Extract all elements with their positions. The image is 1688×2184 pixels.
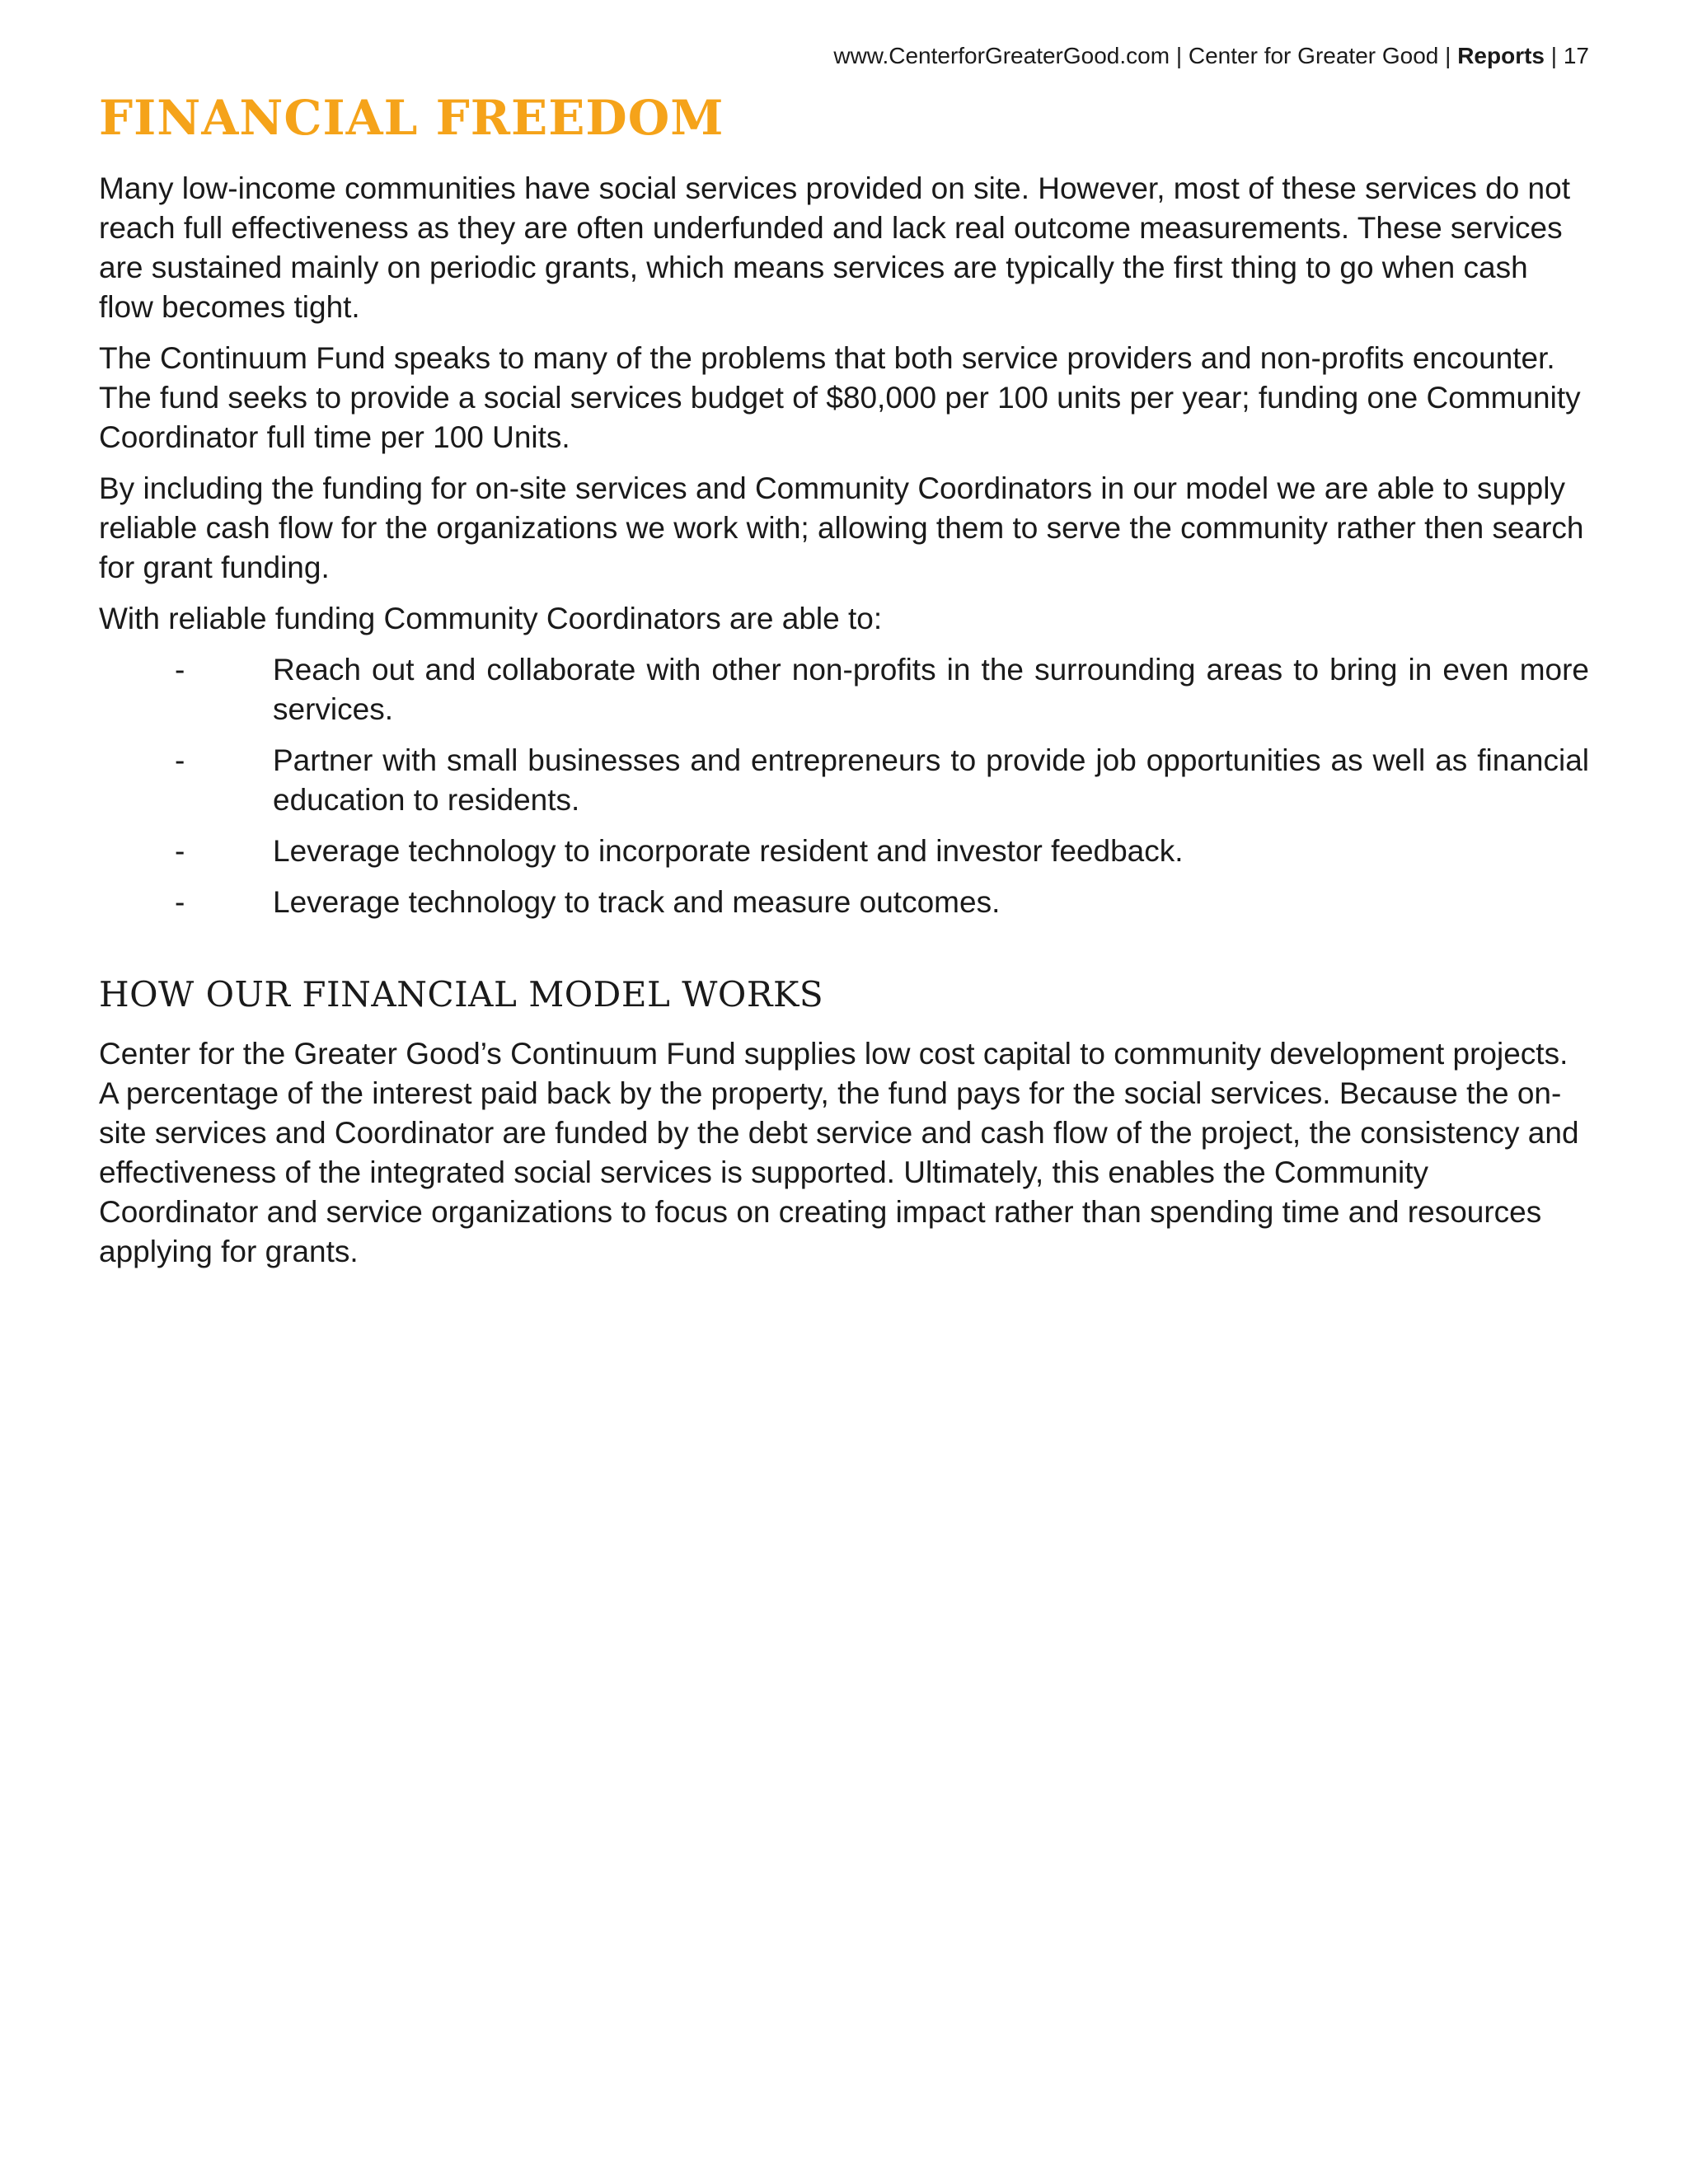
paragraph-continuum-fund: The Continuum Fund speaks to many of the problems that both service providers and non-profits encounter. The fund seeks to provide a social services budget of $80,000 per 100 units per year; funding one Community Coordinator full time per 100 Units. (99, 341, 1581, 454)
section-title: FINANCIAL FREEDOM (99, 90, 724, 146)
coordinator-abilities-list (99, 650, 1589, 922)
bullet-marker: - (175, 743, 185, 777)
subheading-financial-model: HOW OUR FINANCIAL MODEL WORKS (99, 974, 824, 1015)
bullet-marker: - (175, 834, 185, 868)
list-item (99, 741, 1589, 820)
list-item-text: Reach out and collaborate with other non-profits in the surrounding areas to bring in even more services. (273, 653, 1589, 726)
page-number: 17 (1563, 43, 1589, 68)
running-header (833, 41, 1589, 71)
paragraph-intro: Many low-income communities have social services provided on site. However, most of these services do not reach full effectiveness as they are often underfunded and lack real outcome measurements. These services are sustained mainly on periodic grants, which means services are typically the first thing to go when cash flow becomes tight. (99, 171, 1570, 324)
list-item (99, 832, 1589, 871)
header-section-label: Reports (1457, 43, 1545, 68)
list-item (99, 650, 1589, 729)
list-item-text: Partner with small businesses and entrepreneurs to provide job opportunities as well as financial education to residents. (273, 743, 1589, 817)
bullet-marker: - (175, 653, 185, 687)
header-separator: | (1545, 43, 1564, 68)
list-item (99, 883, 1589, 922)
body-content (99, 169, 1589, 1283)
header-site-text: www.CenterforGreaterGood.com | Center for Greater Good | (833, 43, 1458, 68)
paragraph-financial-model: Center for the Greater Good’s Continuum Fund supplies low cost capital to community development projects. A percentage of the interest paid back by the property, the fund pays for the social services. Because the on-site services and Coordinator are funded by the debt service and cash flow of the project, the consistency and effectiveness of the integrated social services is supported. Ultimately, this enables the Community Coordinator and service organizations to focus on creating impact rather than spending time and resources applying for grants. (99, 1037, 1579, 1268)
paragraph-funding-model: By including the funding for on-site services and Community Coordinators in our model we are able to supply reliable cash flow for the organizations we work with; allowing them to serve the community rather then search for grant funding. (99, 471, 1584, 584)
list-item-text: Leverage technology to incorporate resident and investor feedback. (273, 834, 1184, 868)
list-item-text: Leverage technology to track and measure outcomes. (273, 885, 1001, 919)
bullet-marker: - (175, 885, 185, 919)
paragraph-list-lead: With reliable funding Community Coordinators are able to: (99, 602, 883, 635)
